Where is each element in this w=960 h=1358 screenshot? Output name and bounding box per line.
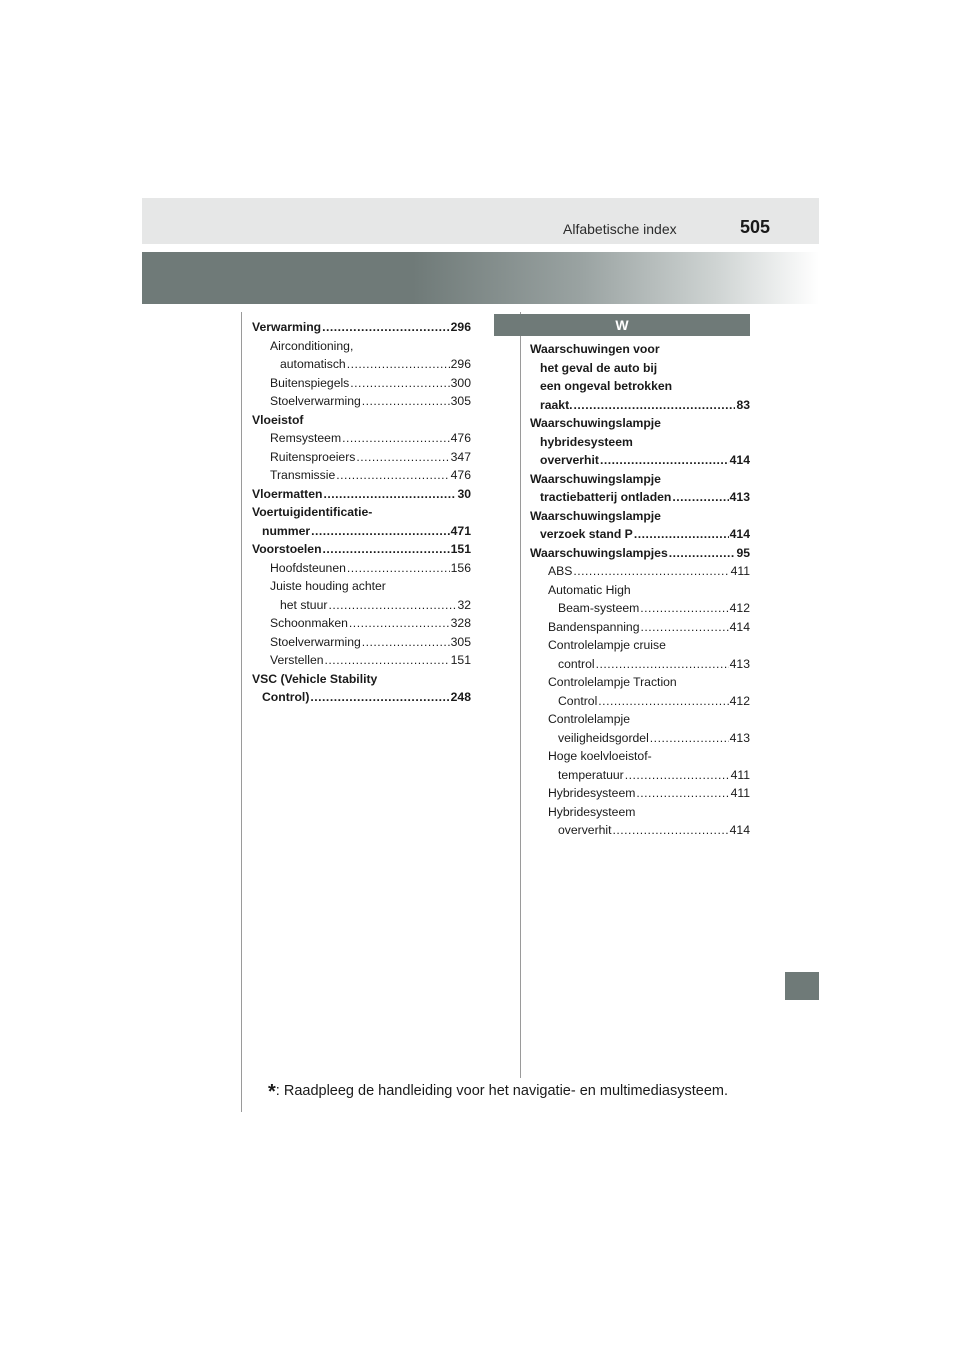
page-reference: 347 [450,449,471,464]
index-term: tractiebatterij ontladen [540,490,672,504]
page-reference: 414 [729,619,750,634]
index-entry [530,803,750,840]
page-reference: 414 [729,527,750,541]
header-bar [142,198,819,244]
index-entry [252,466,471,485]
index-term: Controlelampje [548,712,630,726]
index-entry [252,374,471,393]
index-term: Airconditioning, [270,338,354,353]
index-term: Automatic High [548,582,631,597]
dot-leader [650,729,729,748]
index-entry [530,784,750,803]
index-entry [252,577,471,614]
dot-leader [672,488,728,507]
index-entry [252,411,471,430]
index-entry [252,559,471,578]
index-term: Stoelverwarming [270,394,361,408]
index-term: Beam-systeem [558,601,640,615]
header-title: Alfabetische index [563,221,677,237]
index-term: ABS [548,564,573,578]
index-term: temperatuur [558,767,624,782]
dot-leader [598,692,728,711]
index-entry [252,614,471,633]
dot-leader [323,540,450,559]
index-term: Waarschuwingslampje [530,416,661,430]
dot-leader [350,374,449,393]
dot-leader [625,766,730,785]
page-reference: 411 [730,564,750,578]
index-entry [530,673,750,710]
dot-leader [596,655,729,674]
index-term: Control [558,693,598,708]
index-entry [530,340,750,414]
index-entry [530,470,750,507]
index-term: Hoge koelvloeistof- [548,749,652,763]
index-term: Remsysteem [270,431,342,445]
dot-leader [322,318,450,337]
page-reference: 248 [450,690,471,704]
section-letter-header: W [494,314,750,336]
chapter-tab [785,972,819,1000]
index-term: veiligheidsgordel [558,730,649,745]
index-term: het stuur [280,597,328,612]
page-reference: 151 [450,653,471,667]
left-column-rule [241,312,242,1112]
index-term: een ongeval betrokken [540,379,673,393]
index-term: Vloeistof [252,412,304,427]
middle-column-rule [520,312,521,1078]
index-entry [252,337,471,374]
index-term: Verstellen [270,653,324,667]
index-entry [530,747,750,784]
index-term: Juiste houding achter [270,579,386,593]
index-term: Waarschuwingslampje [530,471,661,486]
index-term: verzoek stand P [540,527,633,541]
page-reference: 305 [450,634,471,649]
dot-leader [347,355,450,374]
index-term: Controlelampje cruise [548,638,666,652]
page-reference: 151 [450,542,471,556]
section-banner [142,252,819,304]
footnote-text: : Raadpleeg de handleiding voor het navigatie- en multimediasysteem. [275,1083,728,1099]
page-number: 505 [740,217,771,237]
page-reference: 471 [450,523,471,538]
dot-leader [323,485,456,504]
index-entry [252,503,471,540]
index-entry [252,633,471,652]
page-reference: 296 [450,320,471,334]
page-reference: 414 [729,453,750,467]
index-entry [530,414,750,470]
index-entry [530,710,750,747]
page-reference: 300 [450,375,471,390]
page-reference: 305 [450,394,471,408]
dot-leader [311,522,450,541]
index-term: Hybridesysteem [548,786,636,800]
index-entry [252,540,471,559]
index-term: VSC (Vehicle Stability [252,671,378,686]
dot-leader [310,688,449,707]
index-term: Waarschuwingslampjes [530,545,668,560]
index-term: Controlelampje Traction [548,675,677,689]
index-term: raakt. [540,397,573,412]
dot-leader [325,651,450,670]
index-term: Ruitensproeiers [270,449,356,464]
dot-leader [342,429,450,448]
index-entry [530,544,750,563]
index-term: Stoelverwarming [270,634,361,649]
footnote [268,1081,728,1104]
index-entry [530,618,750,637]
page-reference: 83 [736,397,750,412]
index-term: control [558,656,595,671]
footnote-symbol: * [268,1081,276,1103]
index-entry [252,485,471,504]
index-entry [252,448,471,467]
page-reference: 296 [450,357,471,371]
page-reference: 413 [729,656,750,671]
dot-leader [573,562,729,581]
dot-leader [613,821,729,840]
index-term: Voertuigidentificatie- [252,505,373,519]
page-reference: 412 [729,601,750,615]
index-term: Vloermatten [252,486,323,501]
index-term: Control) [262,690,310,704]
index-term: Verwarming [252,320,322,334]
dot-leader [347,559,450,578]
index-term: Bandenspanning [548,619,640,634]
dot-leader [328,596,456,615]
index-term: Schoonmaken [270,616,348,630]
index-term: oververhit [558,823,612,837]
dot-leader [641,618,729,637]
page-reference: 412 [729,693,750,708]
index-entry [252,670,471,707]
page-reference: 476 [450,431,471,445]
page-reference: 32 [457,597,471,612]
index-entry [252,318,471,337]
dot-leader [356,448,449,467]
index-term: Transmissie [270,468,336,482]
index-entry [530,507,750,544]
index-entry [252,651,471,670]
dot-leader [349,614,450,633]
page-reference: 30 [457,486,471,501]
index-entry [252,392,471,411]
index-column-left [252,318,471,707]
page-reference: 411 [730,767,750,782]
dot-leader [362,633,450,652]
index-column-right [530,340,750,840]
dot-leader [362,392,450,411]
page-reference: 413 [729,730,750,745]
index-term: oververhit [540,453,599,467]
index-entry [252,429,471,448]
index-term: automatisch [280,357,346,371]
page-reference: 411 [730,786,750,800]
dot-leader [600,451,729,470]
page-reference: 414 [729,823,750,837]
dot-leader [634,525,729,544]
index-term: Buitenspiegels [270,375,350,390]
index-term: Voorstoelen [252,542,322,556]
page-reference: 476 [450,468,471,482]
page-reference: 156 [450,560,471,575]
dot-leader [636,784,729,803]
index-term: nummer [262,523,311,538]
index-term: Hybridesysteem [548,804,636,819]
index-term: Hoofdsteunen [270,560,346,575]
page-reference: 95 [736,545,750,560]
dot-leader [669,544,736,563]
index-entry [530,562,750,581]
index-entry [530,581,750,618]
index-term: Waarschuwingslampje [530,508,661,523]
index-entry [530,636,750,673]
index-term: Waarschuwingen voor [530,342,660,356]
page-reference: 413 [729,490,750,504]
dot-leader [640,599,728,618]
page-reference: 328 [450,616,471,630]
dot-leader [574,396,736,415]
dot-leader [336,466,449,485]
index-term: het geval de auto bij [540,360,658,375]
index-term: hybridesysteem [540,434,633,449]
